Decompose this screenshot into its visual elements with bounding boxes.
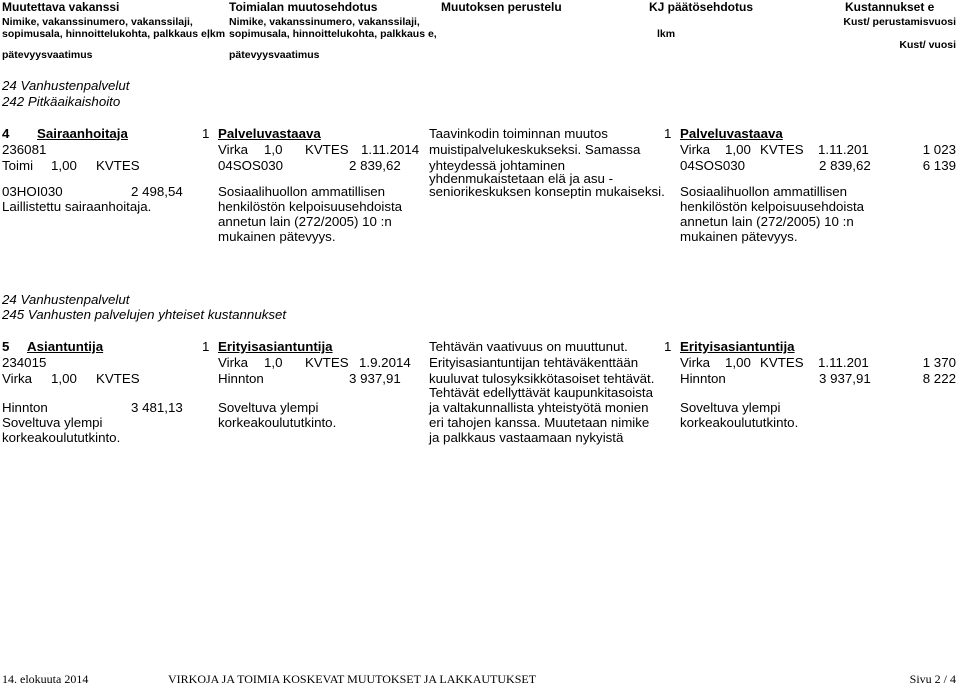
proposal-date: 1.11.2014 bbox=[361, 142, 420, 157]
proposal-qualification-2: henkilöstön kelpoisuusehdoista bbox=[218, 199, 403, 214]
decision-qualification-3: annetun lain (272/2005) 10 :n bbox=[680, 214, 854, 229]
proposal-qualification-2: korkeakoulututkinto. bbox=[218, 415, 337, 430]
section-heading-unit: 24 Vanhustenpalvelut bbox=[2, 292, 130, 307]
header-col-proposal-line1: Nimike, vakanssinumero, vakanssilaji, bbox=[229, 16, 420, 28]
footer-page-number: Sivu 2 / 4 bbox=[909, 672, 956, 686]
section-heading-subunit: 242 Pitkäaikaishoito bbox=[2, 94, 121, 109]
proposal-fraction: 1,0 bbox=[264, 142, 283, 157]
current-agreement: KVTES bbox=[96, 371, 140, 386]
header-lkm-2: lkm bbox=[657, 28, 676, 40]
decision-date: 1.11.201 bbox=[818, 355, 869, 370]
current-count: 4 bbox=[2, 126, 10, 141]
decision-salary: 3 937,91 bbox=[819, 371, 871, 386]
proposal-count: 1 bbox=[202, 126, 210, 141]
decision-date: 1.11.201 bbox=[818, 142, 869, 157]
reason-line-6: eri tahojen kanssa. Muutetaan nimike bbox=[429, 415, 650, 430]
current-qualification-1: Soveltuva ylempi bbox=[2, 415, 103, 430]
proposal-agreement: KVTES bbox=[305, 355, 349, 370]
current-title: Sairaanhoitaja bbox=[37, 126, 128, 141]
header-col-proposal: Toimialan muutosehdotus bbox=[229, 0, 378, 14]
cost-per-year: 6 139 bbox=[922, 158, 956, 173]
header-cost-per-year: Kust/ vuosi bbox=[899, 39, 956, 51]
proposal-salary: 3 937,91 bbox=[349, 371, 401, 386]
reason-line-5: seniorikeskuksen konseptin mukaiseksi. bbox=[429, 184, 665, 199]
decision-code: 04SOS030 bbox=[680, 158, 746, 173]
current-code: Hinnton bbox=[2, 400, 48, 415]
current-number: 234015 bbox=[2, 355, 47, 370]
decision-fraction: 1,00 bbox=[725, 355, 751, 370]
current-type: Toimi bbox=[2, 158, 34, 173]
reason-line-3: kuuluvat tulosyksikkötasoiset tehtävät. bbox=[429, 371, 655, 386]
decision-qualification-4: mukainen pätevyys. bbox=[680, 229, 798, 244]
decision-code: Hinnton bbox=[680, 371, 726, 386]
proposal-type: Virka bbox=[218, 142, 249, 157]
decision-count: 1 bbox=[664, 126, 672, 141]
decision-fraction: 1,00 bbox=[725, 142, 751, 157]
current-type: Virka bbox=[2, 371, 33, 386]
header-lkm-1: lkm bbox=[207, 28, 226, 40]
proposal-agreement: KVTES bbox=[305, 142, 349, 157]
proposal-fraction: 1,0 bbox=[264, 355, 283, 370]
header-col-proposal-line3: pätevyysvaatimus bbox=[229, 49, 320, 61]
proposal-date: 1.9.2014 bbox=[359, 355, 411, 370]
decision-qualification-1: Soveltuva ylempi bbox=[680, 400, 781, 415]
decision-agreement: KVTES bbox=[760, 142, 804, 157]
proposal-type: Virka bbox=[218, 355, 249, 370]
footer-date: 14. elokuuta 2014 bbox=[2, 672, 89, 686]
reason-line-2: muistipalvelukeskukseksi. Samassa bbox=[429, 142, 641, 157]
decision-title: Palveluvastaava bbox=[680, 126, 783, 141]
reason-line-4: Tehtävät edellyttävät kaupunkitasoista bbox=[429, 385, 653, 400]
header-col-current-vacancy: Muutettava vakanssi bbox=[2, 0, 120, 14]
current-salary: 3 481,13 bbox=[131, 400, 183, 415]
reason-line-5: ja valtakunnallista yhteistyötä monien bbox=[429, 400, 649, 415]
proposal-salary: 2 839,62 bbox=[349, 158, 401, 173]
cost-per-year: 8 222 bbox=[922, 371, 956, 386]
current-fraction: 1,00 bbox=[51, 158, 77, 173]
current-number: 236081 bbox=[2, 142, 47, 157]
current-agreement: KVTES bbox=[96, 158, 140, 173]
decision-qualification-1: Sosiaalihuollon ammatillisen bbox=[680, 184, 848, 199]
decision-type: Virka bbox=[680, 142, 711, 157]
header-col-reason: Muutoksen perustelu bbox=[441, 0, 562, 14]
decision-agreement: KVTES bbox=[760, 355, 804, 370]
decision-qualification-2: korkeakoulututkinto. bbox=[680, 415, 799, 430]
current-fraction: 1,00 bbox=[51, 371, 77, 386]
current-title: Asiantuntija bbox=[27, 339, 104, 354]
decision-title: Erityisasiantuntija bbox=[680, 339, 795, 354]
proposal-qualification-3: annetun lain (272/2005) 10 :n bbox=[218, 214, 392, 229]
decision-type: Virka bbox=[680, 355, 711, 370]
reason-line-1: Tehtävän vaativuus on muuttunut. bbox=[429, 339, 628, 354]
cost-first-year: 1 023 bbox=[922, 142, 956, 157]
proposal-title: Palveluvastaava bbox=[218, 126, 321, 141]
header-col-current-line3: pätevyysvaatimus bbox=[2, 49, 93, 61]
current-code: 03HOI030 bbox=[2, 184, 63, 199]
section-heading-unit: 24 Vanhustenpalvelut bbox=[2, 78, 130, 93]
current-qualification-2: korkeakoulututkinto. bbox=[2, 430, 121, 445]
reason-line-1: Taavinkodin toiminnan muutos bbox=[429, 126, 608, 141]
current-qualification: Laillistettu sairaanhoitaja. bbox=[2, 199, 152, 214]
current-count: 5 bbox=[2, 339, 10, 354]
current-salary: 2 498,54 bbox=[131, 184, 183, 199]
proposal-code: 04SOS030 bbox=[218, 158, 284, 173]
decision-qualification-2: henkilöstön kelpoisuusehdoista bbox=[680, 199, 865, 214]
header-col-proposal-line2: sopimusala, hinnoittelukohta, palkkaus e, bbox=[229, 28, 437, 40]
reason-line-2: Erityisasiantuntijan tehtäväkenttään bbox=[429, 355, 639, 370]
decision-salary: 2 839,62 bbox=[819, 158, 871, 173]
header-col-current-line1: Nimike, vakanssinumero, vakanssilaji, bbox=[2, 16, 193, 28]
proposal-qualification-1: Soveltuva ylempi bbox=[218, 400, 319, 415]
header-col-current-line2: sopimusala, hinnoittelukohta, palkkaus e, bbox=[2, 28, 210, 40]
header-col-costs: Kustannukset e bbox=[845, 0, 935, 14]
cost-first-year: 1 370 bbox=[922, 355, 956, 370]
proposal-count: 1 bbox=[202, 339, 210, 354]
section-heading-subunit: 245 Vanhusten palvelujen yhteiset kustannukset bbox=[2, 307, 287, 322]
proposal-title: Erityisasiantuntija bbox=[218, 339, 333, 354]
reason-line-7: ja palkkaus vastaamaan nykyistä bbox=[429, 430, 624, 445]
header-cost-first-year: Kust/ perustamisvuosi bbox=[843, 16, 956, 28]
proposal-qualification-1: Sosiaalihuollon ammatillisen bbox=[218, 184, 386, 199]
proposal-qualification-4: mukainen pätevyys. bbox=[218, 229, 336, 244]
decision-count: 1 bbox=[664, 339, 672, 354]
reason-line-3: yhteydessä johtaminen bbox=[429, 158, 566, 173]
footer-title: VIRKOJA JA TOIMIA KOSKEVAT MUUTOKSET JA LAKKAUTUKSET bbox=[168, 672, 537, 686]
reason-line-4: yhdenmukaistetaan elä ja asu - bbox=[429, 171, 614, 186]
proposal-code: Hinnton bbox=[218, 371, 264, 386]
header-col-decision: KJ päätösehdotus bbox=[649, 0, 754, 14]
